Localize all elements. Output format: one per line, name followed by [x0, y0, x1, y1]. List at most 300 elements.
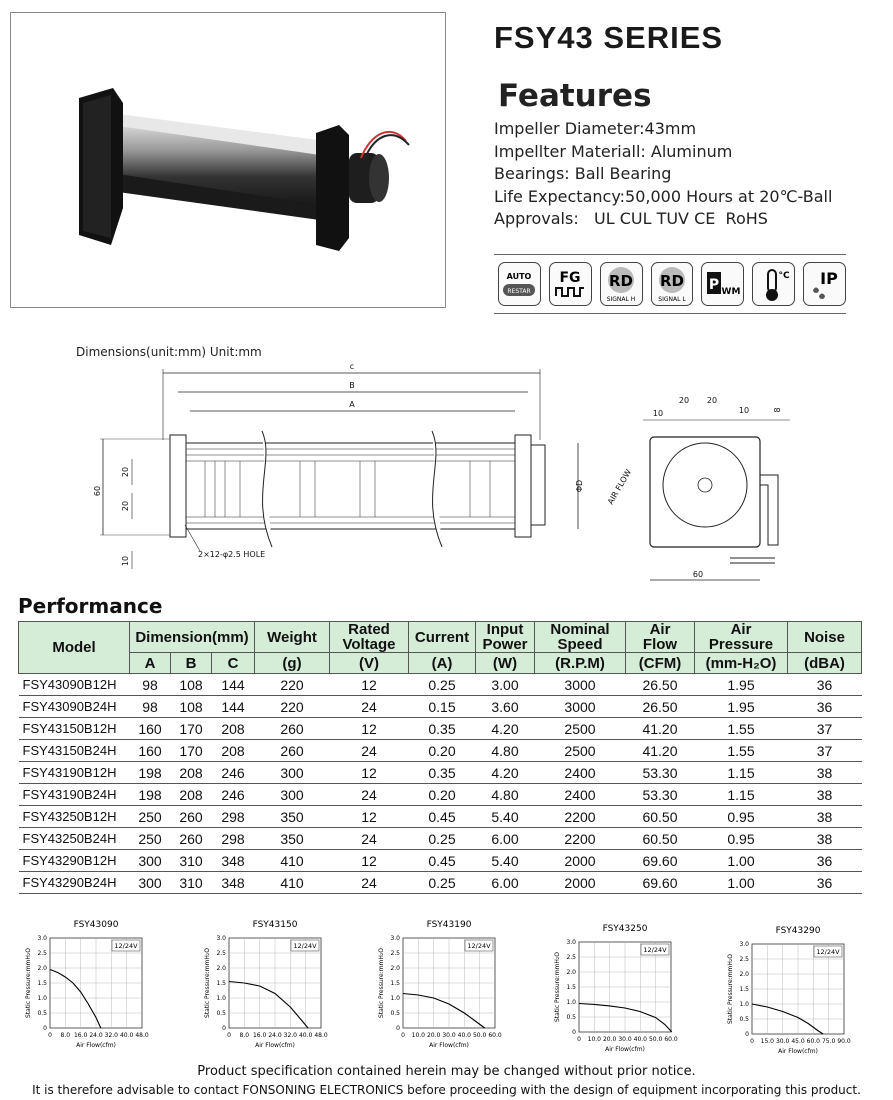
table-row	[19, 828, 862, 850]
features-list	[494, 118, 832, 231]
chart-title: FSY43090	[73, 920, 119, 930]
model-cell: FSY43290B12H	[19, 850, 130, 872]
value-cell: 3000	[535, 696, 626, 718]
col-rated-l1: Rated	[348, 621, 390, 638]
value-cell: 36	[788, 872, 862, 894]
x-tick-label: 24.0	[268, 1032, 282, 1039]
dim-label-top20a: 20	[678, 396, 690, 405]
col-noise: Noise	[788, 622, 862, 653]
value-cell: 0.45	[409, 850, 476, 872]
value-cell: 0.15	[409, 696, 476, 718]
table-row	[19, 674, 862, 696]
value-cell: 12	[330, 850, 409, 872]
table-row	[19, 718, 862, 740]
y-tick-label: 1.5	[37, 980, 47, 987]
col-weight: Weight	[255, 622, 330, 653]
col-pressure-l2: Pressure	[708, 636, 774, 653]
col-nominal-l1: Nominal	[550, 621, 610, 638]
model-cell: FSY43150B12H	[19, 718, 130, 740]
table-row	[19, 850, 862, 872]
product-photo	[11, 13, 445, 307]
value-cell: 24	[330, 872, 409, 894]
curve-chart	[371, 916, 509, 1052]
value-cell: 0.25	[409, 828, 476, 850]
y-tick-label: 2.0	[390, 965, 400, 972]
chart-title: FSY43190	[426, 920, 472, 930]
ip-rating-icon	[803, 262, 846, 306]
performance-table	[18, 621, 862, 894]
x-tick-label: 90.0	[837, 1038, 851, 1045]
y-tick-label: 2.0	[37, 965, 47, 972]
x-tick-label: 16.0	[73, 1032, 88, 1039]
dim-label-w60: 60	[692, 570, 704, 579]
value-cell: 246	[212, 784, 255, 806]
x-tick-label: 0	[227, 1032, 231, 1039]
feature-item: Impeller Diameter:43mm	[494, 119, 697, 138]
unit-cell: (CFM)	[626, 653, 695, 674]
x-tick-label: 60.0	[664, 1036, 678, 1043]
x-tick-label: 24.0	[89, 1032, 103, 1039]
value-cell: 37	[788, 740, 862, 762]
value-cell: 1.55	[695, 718, 788, 740]
y-tick-label: 1.5	[390, 980, 400, 987]
value-cell: 260	[255, 740, 330, 762]
footer-advisory: It is therefore advisable to contact FONSONING ELECTRONICS before proceeding with the design of equipment incorporating this product.	[32, 1083, 861, 1097]
y-tick-label: 3.0	[37, 935, 47, 942]
x-axis-label: Air Flow(cfm)	[429, 1042, 469, 1049]
y-tick-label: 0	[396, 1025, 400, 1032]
value-cell: 12	[330, 718, 409, 740]
value-cell: 3000	[535, 674, 626, 696]
dim-label-top20b: 20	[706, 396, 718, 405]
y-tick-label: 1.5	[566, 984, 576, 991]
value-cell: 300	[255, 762, 330, 784]
icon-text: FG	[559, 270, 581, 286]
dim-label-hole: 2×12-φ2.5 HOLE	[198, 550, 266, 559]
value-cell: 24	[330, 696, 409, 718]
value-cell: 4.80	[476, 740, 535, 762]
auto-restart-icon	[498, 262, 541, 306]
col-rated-l2: Voltage	[342, 636, 396, 653]
value-cell: 5.40	[476, 806, 535, 828]
x-tick-label: 32.0	[104, 1032, 119, 1039]
value-cell: 144	[212, 674, 255, 696]
value-cell: 1.95	[695, 696, 788, 718]
y-tick-label: 2.5	[390, 950, 400, 957]
icon-text: AUTO	[507, 272, 532, 281]
value-cell: 1.55	[695, 740, 788, 762]
value-cell: 108	[171, 674, 212, 696]
value-cell: 160	[130, 740, 171, 762]
value-cell: 98	[130, 696, 171, 718]
x-tick-label: 15.0	[760, 1038, 775, 1045]
y-tick-label: 1.0	[739, 1001, 749, 1008]
x-axis-label: Air Flow(cfm)	[778, 1048, 818, 1055]
y-tick-label: 0	[222, 1025, 226, 1032]
pq-curve	[579, 1004, 672, 1033]
value-cell: 6.00	[476, 872, 535, 894]
y-tick-label: 1.0	[566, 999, 576, 1006]
value-cell: 1.15	[695, 762, 788, 784]
x-tick-label: 50.0	[648, 1036, 663, 1043]
value-cell: 2400	[535, 762, 626, 784]
value-cell: 38	[788, 762, 862, 784]
x-tick-label: 20.0	[426, 1032, 441, 1039]
y-tick-label: 2.5	[566, 954, 576, 961]
dim-label-60: 60	[93, 485, 102, 497]
col-rated	[330, 622, 409, 653]
value-cell: 0.25	[409, 872, 476, 894]
model-cell: FSY43290B24H	[19, 872, 130, 894]
value-cell: 300	[255, 784, 330, 806]
value-cell: 24	[330, 740, 409, 762]
value-cell: 12	[330, 806, 409, 828]
x-tick-label: 0	[577, 1036, 581, 1043]
x-tick-label: 0	[750, 1038, 754, 1045]
y-tick-label: 0.5	[37, 1010, 47, 1017]
value-cell: 170	[171, 740, 212, 762]
value-cell: 0.20	[409, 740, 476, 762]
dim-label-8: 8	[773, 407, 782, 413]
value-cell: 4.20	[476, 718, 535, 740]
y-tick-label: 3.0	[216, 935, 226, 942]
value-cell: 298	[212, 806, 255, 828]
value-cell: 208	[171, 762, 212, 784]
curve-chart	[197, 916, 335, 1052]
col-pressure-l1: Air	[730, 621, 752, 638]
legend-label: 12/24V	[467, 942, 491, 950]
value-cell: 69.60	[626, 872, 695, 894]
x-tick-label: 10.0	[411, 1032, 426, 1039]
value-cell: 0.35	[409, 718, 476, 740]
x-tick-label: 45.0	[791, 1038, 805, 1045]
value-cell: 260	[171, 806, 212, 828]
legend-label: 12/24V	[293, 942, 317, 950]
y-tick-label: 0.5	[566, 1014, 576, 1021]
value-cell: 348	[212, 850, 255, 872]
table-row	[19, 872, 862, 894]
x-tick-label: 0	[401, 1032, 405, 1039]
col-input-l1: Input	[486, 621, 524, 638]
x-tick-label: 8.0	[60, 1032, 71, 1039]
value-cell: 350	[255, 806, 330, 828]
model-cell: FSY43250B24H	[19, 828, 130, 850]
x-tick-label: 10.0	[587, 1036, 602, 1043]
value-cell: 60.50	[626, 828, 695, 850]
value-cell: 38	[788, 784, 862, 806]
col-airflow	[626, 622, 695, 653]
pwm-icon	[701, 262, 744, 306]
temperature-icon	[752, 262, 795, 306]
y-tick-label: 0	[745, 1031, 749, 1038]
value-cell: 0.95	[695, 806, 788, 828]
value-cell: 1.00	[695, 850, 788, 872]
value-cell: 0.35	[409, 762, 476, 784]
value-cell: 2500	[535, 718, 626, 740]
dimensions-caption: Dimensions(unit:mm) Unit:mm	[76, 345, 262, 359]
y-tick-label: 0.5	[739, 1016, 749, 1023]
value-cell: 0.20	[409, 784, 476, 806]
curve-chart	[18, 916, 156, 1052]
value-cell: 2400	[535, 784, 626, 806]
y-tick-label: 2.0	[739, 971, 749, 978]
value-cell: 410	[255, 872, 330, 894]
value-cell: 98	[130, 674, 171, 696]
y-tick-label: 2.5	[216, 950, 226, 957]
value-cell: 310	[171, 872, 212, 894]
dimension-drawing	[0, 355, 893, 590]
table-row	[19, 762, 862, 784]
x-tick-label: 32.0	[283, 1032, 298, 1039]
value-cell: 208	[212, 740, 255, 762]
value-cell: 53.30	[626, 784, 695, 806]
feature-item: Life Expectancy:50,000 Hours at 20℃-Ball	[494, 186, 833, 206]
curve-chart	[547, 920, 685, 1056]
x-tick-label: 40.0	[457, 1032, 472, 1039]
value-cell: 38	[788, 828, 862, 850]
col-nominal-l2: Speed	[557, 636, 603, 653]
value-cell: 2000	[535, 872, 626, 894]
chart-title: FSY43250	[602, 924, 648, 934]
value-cell: 24	[330, 828, 409, 850]
value-cell: 350	[255, 828, 330, 850]
footer-notice: Product specification contained herein may be changed without prior notice.	[197, 1064, 696, 1079]
value-cell: 53.30	[626, 762, 695, 784]
value-cell: 170	[171, 718, 212, 740]
fg-signal-icon	[549, 262, 592, 306]
icon-text: IP	[819, 269, 838, 288]
value-cell: 41.20	[626, 740, 695, 762]
value-cell: 300	[130, 872, 171, 894]
feature-item: Bearings: Ball Bearing	[494, 164, 672, 183]
unit-cell: B	[171, 653, 212, 674]
certification-icon-row	[494, 254, 846, 314]
value-cell: 198	[130, 762, 171, 784]
x-tick-label: 60.0	[806, 1038, 821, 1045]
y-tick-label: 1.5	[216, 980, 226, 987]
value-cell: 310	[171, 850, 212, 872]
value-cell: 24	[330, 784, 409, 806]
x-axis-label: Air Flow(cfm)	[255, 1042, 295, 1049]
value-cell: 410	[255, 850, 330, 872]
x-axis-label: Air Flow(cfm)	[605, 1046, 645, 1053]
unit-cell: (R.P.M)	[535, 653, 626, 674]
value-cell: 144	[212, 696, 255, 718]
col-input-l2: Power	[482, 636, 528, 653]
value-cell: 6.00	[476, 828, 535, 850]
feature-item: Impellter Materiall: Aluminum	[494, 141, 733, 161]
value-cell: 12	[330, 674, 409, 696]
unit-cell: (dBA)	[788, 653, 862, 674]
header-row	[19, 622, 862, 653]
x-tick-label: 20.0	[602, 1036, 617, 1043]
dim-label-c: c	[349, 362, 355, 371]
value-cell: 1.15	[695, 784, 788, 806]
value-cell: 36	[788, 674, 862, 696]
dim-label-b: B	[349, 381, 355, 390]
y-tick-label: 0	[572, 1029, 576, 1036]
value-cell: 250	[130, 806, 171, 828]
x-tick-label: 0	[48, 1032, 52, 1039]
value-cell: 12	[330, 762, 409, 784]
y-tick-label: 1.0	[37, 995, 47, 1002]
icon-text: WM	[721, 287, 741, 297]
icon-text: P	[708, 277, 719, 293]
y-tick-label: 0.5	[390, 1010, 400, 1017]
chart-title: FSY43150	[252, 920, 298, 930]
table-row	[19, 740, 862, 762]
y-axis-label: Static Pressure:mmH₂O	[204, 947, 211, 1019]
model-cell: FSY43090B24H	[19, 696, 130, 718]
model-cell: FSY43190B24H	[19, 784, 130, 806]
x-tick-label: 48.0	[314, 1032, 328, 1039]
y-tick-label: 0.5	[216, 1010, 226, 1017]
chart-title: FSY43290	[775, 926, 821, 936]
y-tick-label: 1.0	[216, 995, 226, 1002]
dim-label-20b: 20	[121, 500, 130, 512]
x-tick-label: 60.0	[488, 1032, 502, 1039]
performance-heading: Performance	[18, 594, 163, 618]
value-cell: 108	[171, 696, 212, 718]
col-airflow-l2: Flow	[642, 636, 678, 653]
y-tick-label: 0	[43, 1025, 47, 1032]
unit-cell: (W)	[476, 653, 535, 674]
value-cell: 2200	[535, 828, 626, 850]
legend-label: 12/24V	[643, 946, 667, 954]
value-cell: 348	[212, 872, 255, 894]
dim-label-phid: ΦD	[575, 479, 584, 493]
value-cell: 298	[212, 828, 255, 850]
model-cell: FSY43090B12H	[19, 674, 130, 696]
dim-label-10: 10	[121, 555, 130, 567]
series-title: FSY43 SERIES	[494, 20, 724, 55]
dim-label-a: A	[349, 400, 355, 409]
model-cell: FSY43150B24H	[19, 740, 130, 762]
y-tick-label: 2.0	[216, 965, 226, 972]
value-cell: 41.20	[626, 718, 695, 740]
value-cell: 260	[255, 718, 330, 740]
value-cell: 260	[171, 828, 212, 850]
value-cell: 3.60	[476, 696, 535, 718]
value-cell: 3.00	[476, 674, 535, 696]
curve-chart	[720, 922, 858, 1058]
value-cell: 0.95	[695, 828, 788, 850]
value-cell: 60.50	[626, 806, 695, 828]
col-pressure	[695, 622, 788, 653]
x-axis-label: Air Flow(cfm)	[76, 1042, 116, 1049]
icon-text: RESTAR	[507, 288, 532, 295]
y-tick-label: 3.0	[739, 941, 749, 948]
features-heading: Features	[498, 78, 652, 114]
y-tick-label: 2.0	[566, 969, 576, 976]
x-tick-label: 40.0	[119, 1032, 134, 1039]
legend-label: 12/24V	[114, 942, 138, 950]
feature-item: Approvals: UL CUL TUV CE RoHS	[494, 209, 768, 228]
value-cell: 0.25	[409, 674, 476, 696]
x-tick-label: 30.0	[442, 1032, 456, 1039]
y-tick-label: 1.0	[390, 995, 400, 1002]
x-tick-label: 40.0	[298, 1032, 313, 1039]
y-tick-label: 2.5	[739, 956, 749, 963]
dim-label-airflow: AIR FLOW	[605, 467, 634, 506]
value-cell: 208	[171, 784, 212, 806]
unit-cell: A	[130, 653, 171, 674]
table-row	[19, 696, 862, 718]
value-cell: 2200	[535, 806, 626, 828]
unit-cell: (g)	[255, 653, 330, 674]
x-tick-label: 8.0	[239, 1032, 250, 1039]
x-tick-label: 48.0	[135, 1032, 149, 1039]
table-row	[19, 806, 862, 828]
unit-cell: (mm-H₂O)	[695, 653, 788, 674]
value-cell: 198	[130, 784, 171, 806]
value-cell: 69.60	[626, 850, 695, 872]
y-axis-label: Static Pressure:mmH₂O	[25, 947, 32, 1019]
col-nominal	[535, 622, 626, 653]
value-cell: 36	[788, 696, 862, 718]
y-tick-label: 1.5	[739, 986, 749, 993]
y-tick-label: 2.5	[37, 950, 47, 957]
value-cell: 26.50	[626, 674, 695, 696]
col-current: Current	[409, 622, 476, 653]
col-airflow-l1: Air	[649, 621, 671, 638]
y-tick-label: 3.0	[390, 935, 400, 942]
x-tick-label: 30.0	[775, 1038, 790, 1045]
x-tick-label: 50.0	[472, 1032, 487, 1039]
rd-signal-l-icon	[651, 262, 694, 306]
icon-text: SIGNAL H	[606, 296, 636, 303]
unit-cell: (V)	[330, 653, 409, 674]
y-axis-label: Static Pressure:mmH₂O	[554, 951, 561, 1023]
value-cell: 1.95	[695, 674, 788, 696]
value-cell: 5.40	[476, 850, 535, 872]
rd-signal-h-icon	[600, 262, 643, 306]
model-cell: FSY43250B12H	[19, 806, 130, 828]
value-cell: 220	[255, 674, 330, 696]
value-cell: 246	[212, 762, 255, 784]
dim-label-20a: 20	[121, 466, 130, 478]
value-cell: 4.20	[476, 762, 535, 784]
value-cell: 38	[788, 806, 862, 828]
product-photo-frame	[10, 12, 446, 308]
icon-text: RD	[659, 272, 685, 290]
model-cell: FSY43190B12H	[19, 762, 130, 784]
unit-cell: (A)	[409, 653, 476, 674]
col-dimension: Dimension(mm)	[130, 622, 255, 653]
y-axis-label: Static Pressure:mmH₂O	[378, 947, 385, 1019]
value-cell: 160	[130, 718, 171, 740]
value-cell: 220	[255, 696, 330, 718]
col-model: Model	[19, 622, 130, 674]
unit-row	[19, 653, 862, 674]
pq-curve	[229, 982, 308, 1029]
value-cell: 1.00	[695, 872, 788, 894]
icon-text: °C	[778, 271, 790, 281]
x-tick-label: 16.0	[252, 1032, 267, 1039]
pq-curve	[50, 970, 101, 1029]
x-tick-label: 40.0	[633, 1036, 648, 1043]
table-row	[19, 784, 862, 806]
legend-label: 12/24V	[816, 948, 840, 956]
dim-label-top10a: 10	[652, 409, 664, 418]
col-input	[476, 622, 535, 653]
value-cell: 26.50	[626, 696, 695, 718]
icon-text: SIGNAL L	[658, 296, 686, 303]
value-cell: 208	[212, 718, 255, 740]
value-cell: 0.45	[409, 806, 476, 828]
value-cell: 2500	[535, 740, 626, 762]
value-cell: 37	[788, 718, 862, 740]
